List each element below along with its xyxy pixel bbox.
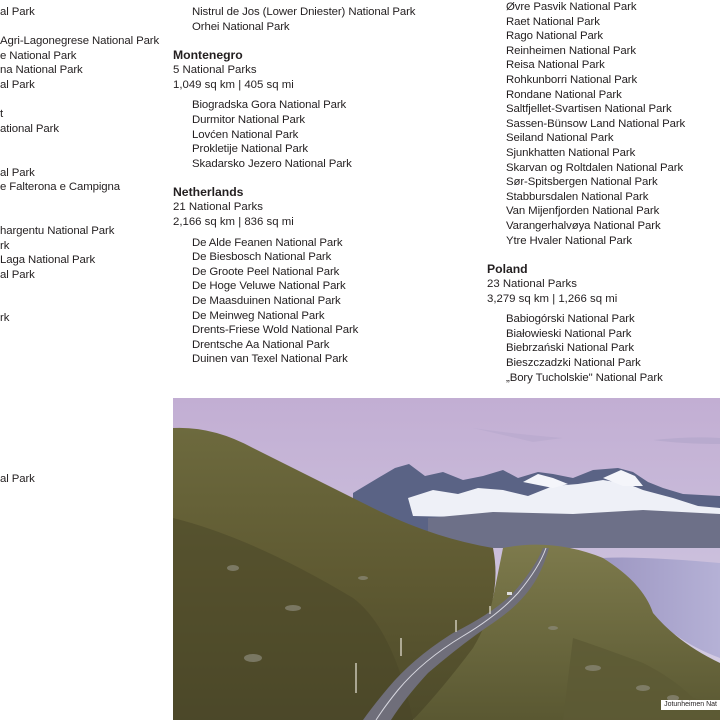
park-name <box>0 414 159 429</box>
park-area: 2,166 sq km | 836 sq mi <box>173 215 294 228</box>
park-name: na National Park <box>0 64 83 77</box>
photo-caption: Jotunheimen Nat <box>661 700 720 710</box>
park-name: Duinen van Texel National Park <box>192 353 348 366</box>
park-name <box>0 443 159 458</box>
park-name: De Groote Peel National Park <box>192 265 340 278</box>
montenegro-section <box>173 48 415 171</box>
park-name <box>0 195 159 210</box>
poland-section <box>487 262 685 385</box>
park-count: 23 National Parks <box>487 278 577 291</box>
park-name: Biebrzański National Park <box>506 342 634 355</box>
park-name: Seiland National Park <box>506 132 614 145</box>
netherlands-section <box>173 185 415 367</box>
park-count: 5 National Parks <box>173 64 257 77</box>
park-name: al Park <box>0 473 35 485</box>
norway-continued-list <box>506 0 685 248</box>
park-name <box>0 282 159 297</box>
park-name: hargentu National Park <box>0 224 115 237</box>
park-name <box>0 151 159 166</box>
mountain-road-illustration <box>173 398 720 720</box>
park-name <box>0 209 159 224</box>
country-heading: Montenegro <box>173 48 243 63</box>
park-name <box>0 93 159 108</box>
park-name: Sassen-Bünsow Land National Park <box>506 117 686 130</box>
park-name <box>0 370 159 385</box>
left-column <box>0 5 159 487</box>
park-name: Sjunkhatten National Park <box>506 146 636 159</box>
park-name: al Park <box>0 78 35 91</box>
park-name: al Park <box>0 6 35 18</box>
park-name: De Hoge Veluwe National Park <box>192 280 346 293</box>
park-name: ational Park <box>0 122 59 135</box>
park-name: Biogradska Gora National Park <box>192 99 347 112</box>
country-heading: Poland <box>487 262 528 277</box>
park-name: Saltfjellet-Svartisen National Park <box>506 103 672 116</box>
park-name <box>0 399 159 414</box>
park-name: Laga National Park <box>0 254 96 267</box>
park-name <box>0 136 159 151</box>
park-area: 1,049 sq km | 405 sq mi <box>173 78 294 91</box>
park-name: Øvre Pasvik National Park <box>506 1 637 13</box>
park-name: Rohkunborri National Park <box>506 73 638 86</box>
park-area: 3,279 sq km | 1,266 sq mi <box>487 292 618 305</box>
park-name: Drentsche Aa National Park <box>192 338 330 351</box>
park-name: Lovćen National Park <box>192 128 299 141</box>
park-list <box>192 98 415 171</box>
park-name: Ytre Hvaler National Park <box>506 234 633 247</box>
park-list <box>192 236 415 367</box>
park-name: Durmitor National Park <box>192 113 306 126</box>
park-name: t <box>0 108 4 121</box>
park-name: Reinheimen National Park <box>506 44 636 57</box>
park-name: Skarvan og Roltdalen National Park <box>506 161 684 174</box>
park-name: De Biesbosch National Park <box>192 251 332 264</box>
park-name: rk <box>0 312 10 325</box>
park-name: Orhei National Park <box>192 20 290 33</box>
country-heading: Netherlands <box>173 185 244 200</box>
park-name: Prokletije National Park <box>192 143 308 156</box>
park-name: Rago National Park <box>506 30 603 43</box>
park-name: Białowieski National Park <box>506 327 632 340</box>
park-name: Drents-Friese Wold National Park <box>192 324 359 337</box>
landscape-photo <box>173 398 720 720</box>
park-name <box>0 384 159 399</box>
park-name: De Meinweg National Park <box>192 309 325 322</box>
park-name <box>0 457 159 472</box>
park-name: al Park <box>0 268 35 281</box>
park-name: Agri-Lagonegrese National Park <box>0 35 160 48</box>
park-name: Van Mijenfjorden National Park <box>506 205 660 218</box>
park-name <box>0 428 159 443</box>
park-name: Stabbursdalen National Park <box>506 190 649 203</box>
park-name: De Alde Feanen National Park <box>192 236 343 249</box>
park-name <box>0 297 159 312</box>
park-name <box>0 326 159 341</box>
middle-column <box>173 5 415 367</box>
park-name: Rondane National Park <box>506 88 622 101</box>
park-name: Sør-Spitsbergen National Park <box>506 176 658 189</box>
park-name: Babiogórski National Park <box>506 313 635 326</box>
park-name: e Falterona e Campigna <box>0 181 121 194</box>
park-name: rk <box>0 239 10 252</box>
park-name: Raet National Park <box>506 15 600 28</box>
park-list <box>506 312 685 385</box>
park-name: Reisa National Park <box>506 59 605 72</box>
park-count: 21 National Parks <box>173 201 263 214</box>
park-name <box>0 20 159 35</box>
park-name: Bieszczadzki National Park <box>506 357 641 370</box>
park-name <box>0 355 159 370</box>
park-name: e National Park <box>0 49 77 62</box>
park-name <box>0 341 159 356</box>
park-name: Nistrul de Jos (Lower Dniester) National Park <box>192 6 416 18</box>
park-name: al Park <box>0 166 35 179</box>
park-name: „Bory Tucholskie" National Park <box>506 371 663 384</box>
park-name: Varangerhalvøya National Park <box>506 219 661 232</box>
car <box>507 592 512 595</box>
park-name: Skadarsko Jezero National Park <box>192 157 352 170</box>
moldova-continued-list <box>192 5 415 34</box>
park-name: De Maasduinen National Park <box>192 294 341 307</box>
right-column <box>487 0 685 385</box>
